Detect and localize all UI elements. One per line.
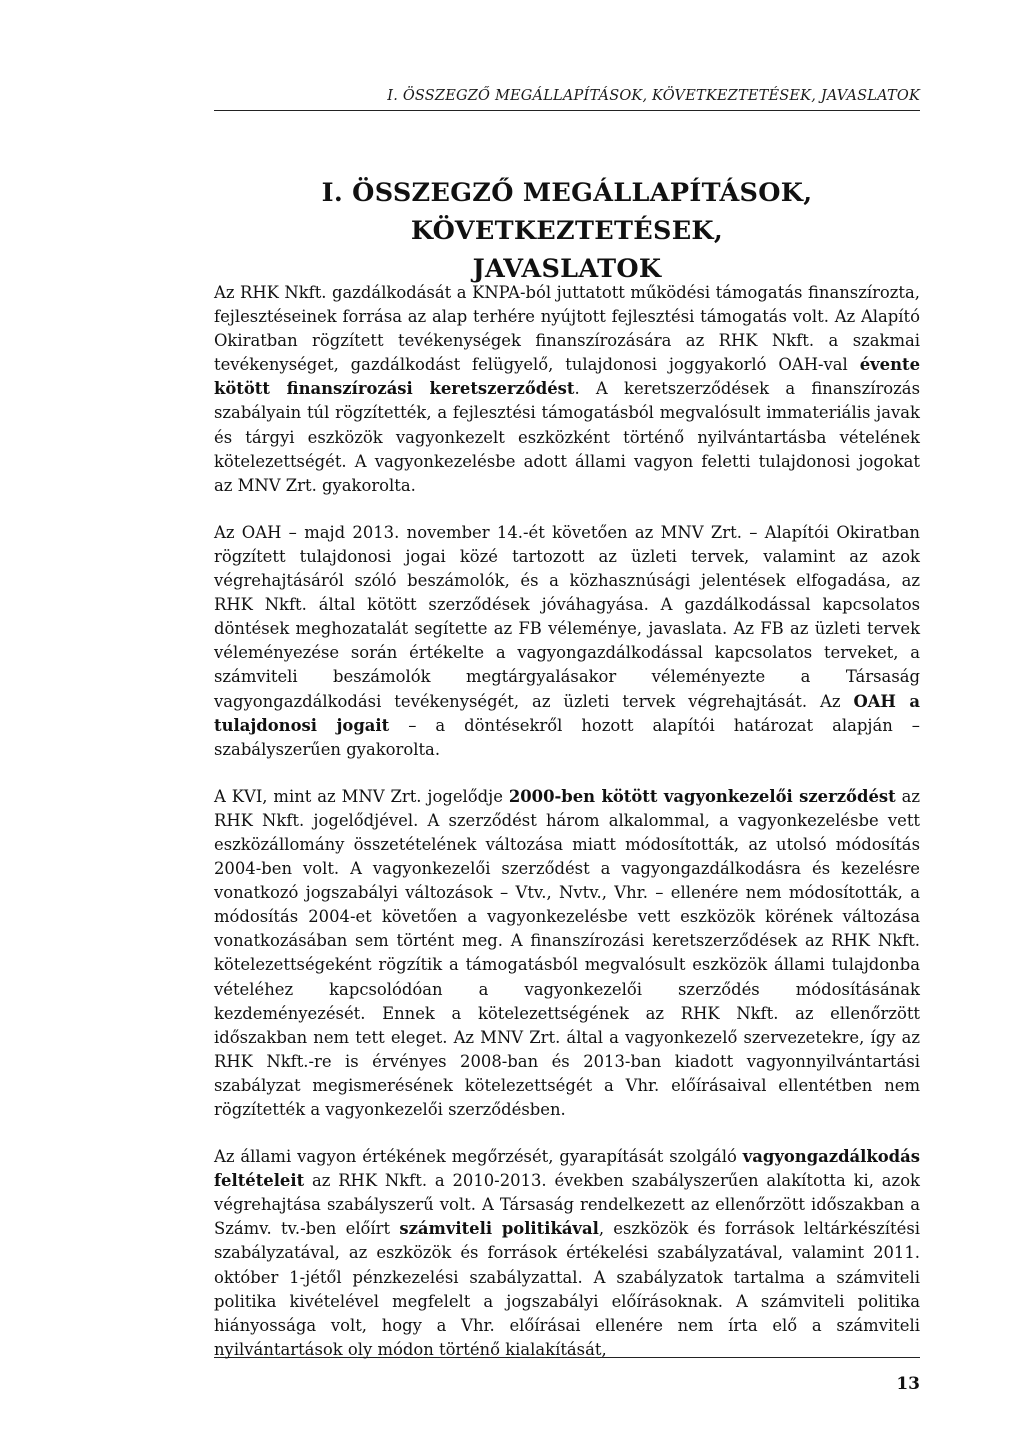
- paragraph-text: A KVI, mint az MNV Zrt. jogelődje: [214, 786, 509, 806]
- page-title: [214, 174, 920, 288]
- paragraph-text: az RHK Nkft. jogelődjével. A szerződést három alkalommal, a vagyonkezelésbe vett eszközállomány összetételének változása miatt módosították, az utolsó módosítás 2004-ben volt. A vagyonkezelői szerződést a vagyongazdálkodásra és kezelésre vonatkozó jogszabályi változások – Vtv., Nvtv., Vhr. – ellenére nem módosították, a módosítás 2004-et követően a vagyonkezelésbe vett eszközök körének változása vonatkozásában sem történt meg. A finanszírozási keretszerződések az RHK Nkft. kötelezettségeként rögzítik a támogatásból megvalósult eszközök állami tulajdonba vételéhez kapcsolódóan a vagyonkezelői szerződés módosításának kezdeményezését. Ennek a kötelezettségének az RHK Nkft. az ellenőrzött időszakban nem tett eleget. Az MNV Zrt. által a vagyonkezelő szervezetekre, így az RHK Nkft.-re is érvényes 2008-ban és 2013-ban kiadott vagyonnyilvántartási szabályzat megismerésének kötelezettségét a Vhr. előírásaival ellentétben nem rögzítették a vagyonkezelői szerződésben.: [214, 786, 920, 1119]
- header-rule: [214, 110, 920, 111]
- bold-phrase: vagyongazdálkodás feltételeit: [214, 1147, 920, 1191]
- title-line-2: JAVASLATOK: [472, 254, 662, 284]
- paragraph-text: Az OAH – majd 2013. november 14.-ét követően az MNV Zrt. – Alapítói Okiratban rögzített tulajdonosi jogai közé tartozott az üzleti tervek, valamint az azok végrehajtásáról szóló beszámolók, és a közhasznúsági jelentések elfogadása, az RHK Nkft. által kötött szerződések jóváhagyása. A gazdálkodással kapcsolatos döntések meghozatalát segítette az FB véleménye, javaslata. Az FB az üzleti tervek véleményezése során értékelte a vagyongazdálkodással kapcsolatos terveket, a számviteli beszámolók megtárgyalásakor véleményezte a Társaság vagyongazdálkodási tevékenységét, az üzleti tervek végrehajtását. Az: [214, 522, 920, 711]
- paragraph-text: az RHK Nkft. a 2010-2013. években szabályszerűen alakította ki, azok végrehajtása szabályszerű volt. A Társaság rendelkezett az ellenőrzött időszakban a Számv. tv.-ben előírt: [214, 1171, 920, 1239]
- page-number: 13: [896, 1374, 920, 1394]
- paragraph-1: [214, 281, 920, 498]
- running-header: I. ÖSSZEGZŐ MEGÁLLAPÍTÁSOK, KÖVETKEZTETÉSEK, JAVASLATOK: [387, 88, 920, 104]
- paragraph-text: . A keretszerződések a finanszírozás szabályain túl rögzítették, a fejlesztési támogatásból megvalósult immateriális javak és tárgyi eszközök vagyonkezelt eszközként történő nyilvántartásba vételének kötelezettségét. A vagyonkezelésbe adott állami vagyon feletti tulajdonosi jogokat az MNV Zrt. gyakorolta.: [214, 379, 920, 495]
- bold-phrase: OAH a tulajdonosi jogait: [214, 691, 920, 735]
- paragraph-text: Az állami vagyon értékének megőrzését, gyarapítását szolgáló: [214, 1147, 743, 1167]
- paragraph-text: – a döntésekről hozott alapítói határozat alapján – szabályszerűen gyakorolta.: [214, 715, 920, 759]
- body-text: [214, 281, 920, 1385]
- paragraph-4: [214, 1145, 920, 1362]
- bold-phrase: 2000-ben kötött vagyonkezelői szerződést: [508, 786, 896, 806]
- bold-phrase: évente kötött finanszírozási keretszerződést: [214, 355, 920, 399]
- paragraph-2: [214, 521, 920, 762]
- paragraph-3: [214, 785, 920, 1122]
- bold-phrase: számviteli politikával: [399, 1219, 599, 1239]
- paragraph-text: , eszközök és források leltárkészítési szabályzatával, az eszközök és források értékelési szabályzatával, valamint 2011. október 1-jétől pénzkezelési szabályzattal. A szabályzatok tartalma a számviteli politika kivételével megfelelt a jogszabályi előírásoknak. A számviteli politika hiányossága volt, hogy a Vhr. előírásai ellenére nem írta elő a számviteli nyilvántartások oly módon történő kialakítását,: [214, 1219, 920, 1359]
- footer-rule: [214, 1357, 920, 1358]
- paragraph-text: Az RHK Nkft. gazdálkodását a KNPA-ból juttatott működési támogatás finanszírozta, fejlesztéseinek forrása az alap terhére nyújtott fejlesztési támogatás volt. Az Alapító Okiratban rögzített tevékenységek finanszírozására az RHK Nkft. a szakmai tevékenységet, gazdálkodást felügyelő, tulajdonosi joggyakorló OAH-val: [214, 283, 920, 375]
- title-line-1: I. ÖSSZEGZŐ MEGÁLLAPÍTÁSOK, KÖVETKEZTETÉSEK,: [321, 178, 813, 246]
